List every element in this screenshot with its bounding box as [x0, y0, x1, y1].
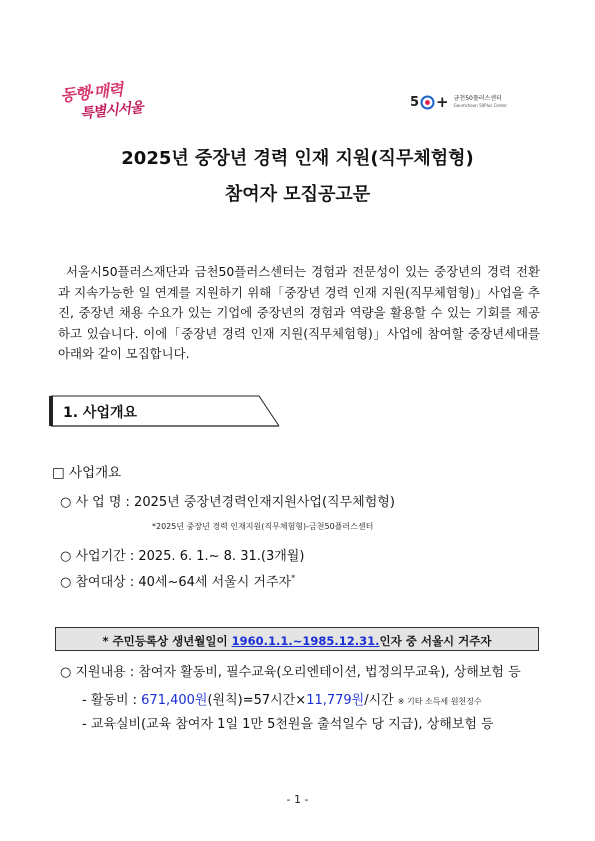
- eligibility-prefix: * 주민등록상 생년월일이: [102, 634, 232, 648]
- document-subtitle: 참여자 모집공고문: [224, 184, 371, 205]
- target-footnote-mark: *: [291, 573, 296, 583]
- center-logo-number: 5: [410, 94, 420, 110]
- document-title: 2025년 중장년 경력 인재 지원(직무체험형): [121, 148, 474, 169]
- center-logo-ring-icon: [420, 95, 435, 110]
- activity-fee-rate: 11,779원: [306, 693, 365, 708]
- activity-fee-note: ※ 기타 소득세 원천징수: [397, 697, 482, 706]
- project-name-note: *2025년 중장년 경력 인재지원(직무체험형)-금천50플러스센터: [152, 522, 374, 531]
- section-heading-label: 1. 사업개요: [63, 405, 138, 421]
- intro-paragraph: 서울시50플러스재단과 금천50플러스센터는 경험과 전문성이 있는 중장년의 경력 전환과 지속가능한 일 연계를 지원하기 위해「중장년 경력 인재 지원(직무체험형)」사업을 추진, 중장년 채용 수요가 있는 기업에 중장년의 경험과 역량을 활용할 수 있는 기회를 제공하고 있습니다. 이에「중장년 경력 인재 지원(직무체험형)」사업에 참여할 중장년세대를 아래와 같이 모집합니다.: [58, 264, 540, 361]
- seoul-logo-line2: 특별시서울: [79, 99, 144, 123]
- center-logo: [410, 92, 507, 112]
- seoul-logo-line1: 동행·매력: [59, 79, 124, 106]
- project-name-item: ○ 사 업 명 : 2025년 중장년경력인재지원사업(직무체험형): [60, 495, 395, 510]
- eligibility-dates: 1960.1.1.~1985.12.31.: [231, 634, 380, 648]
- eligibility-suffix: 인자 중 서울시 거주자: [379, 634, 492, 648]
- center-logo-name: 금천50플러스센터: [453, 95, 502, 102]
- target-text: ○ 참여대상 : 40세~64세 서울시 거주자: [60, 575, 292, 590]
- target-item: [60, 571, 295, 590]
- center-logo-plus: +: [436, 93, 449, 111]
- center-logo-en: Geumcheon 50Plus Center: [453, 103, 508, 108]
- support-item: ○ 지원내용 : 참여자 활동비, 필수교육(오리엔테이션, 법정의무교육), 상해보험 등: [60, 665, 521, 680]
- activity-fee-line: [82, 689, 482, 708]
- section-heading-box: [49, 394, 281, 428]
- activity-fee-label: - 활동비 :: [82, 693, 142, 708]
- activity-fee-amount: 671,400원: [141, 693, 208, 708]
- project-period-item: ○ 사업기간 : 2025. 6. 1.~ 8. 31.(3개월): [60, 549, 305, 564]
- eligibility-highlight-box: [55, 627, 539, 651]
- activity-fee-middle: (원칙)=57시간×: [207, 693, 307, 708]
- activity-fee-suffix: /시간: [364, 693, 394, 708]
- page-number: - 1 -: [286, 793, 309, 806]
- seoul-slogan-logo: [59, 79, 144, 124]
- subsection-heading: □ 사업개요: [52, 465, 122, 481]
- education-expense-line: - 교육실비(교육 참여자 1일 1만 5천원을 출석일수 당 지급), 상해보험 등: [82, 717, 494, 732]
